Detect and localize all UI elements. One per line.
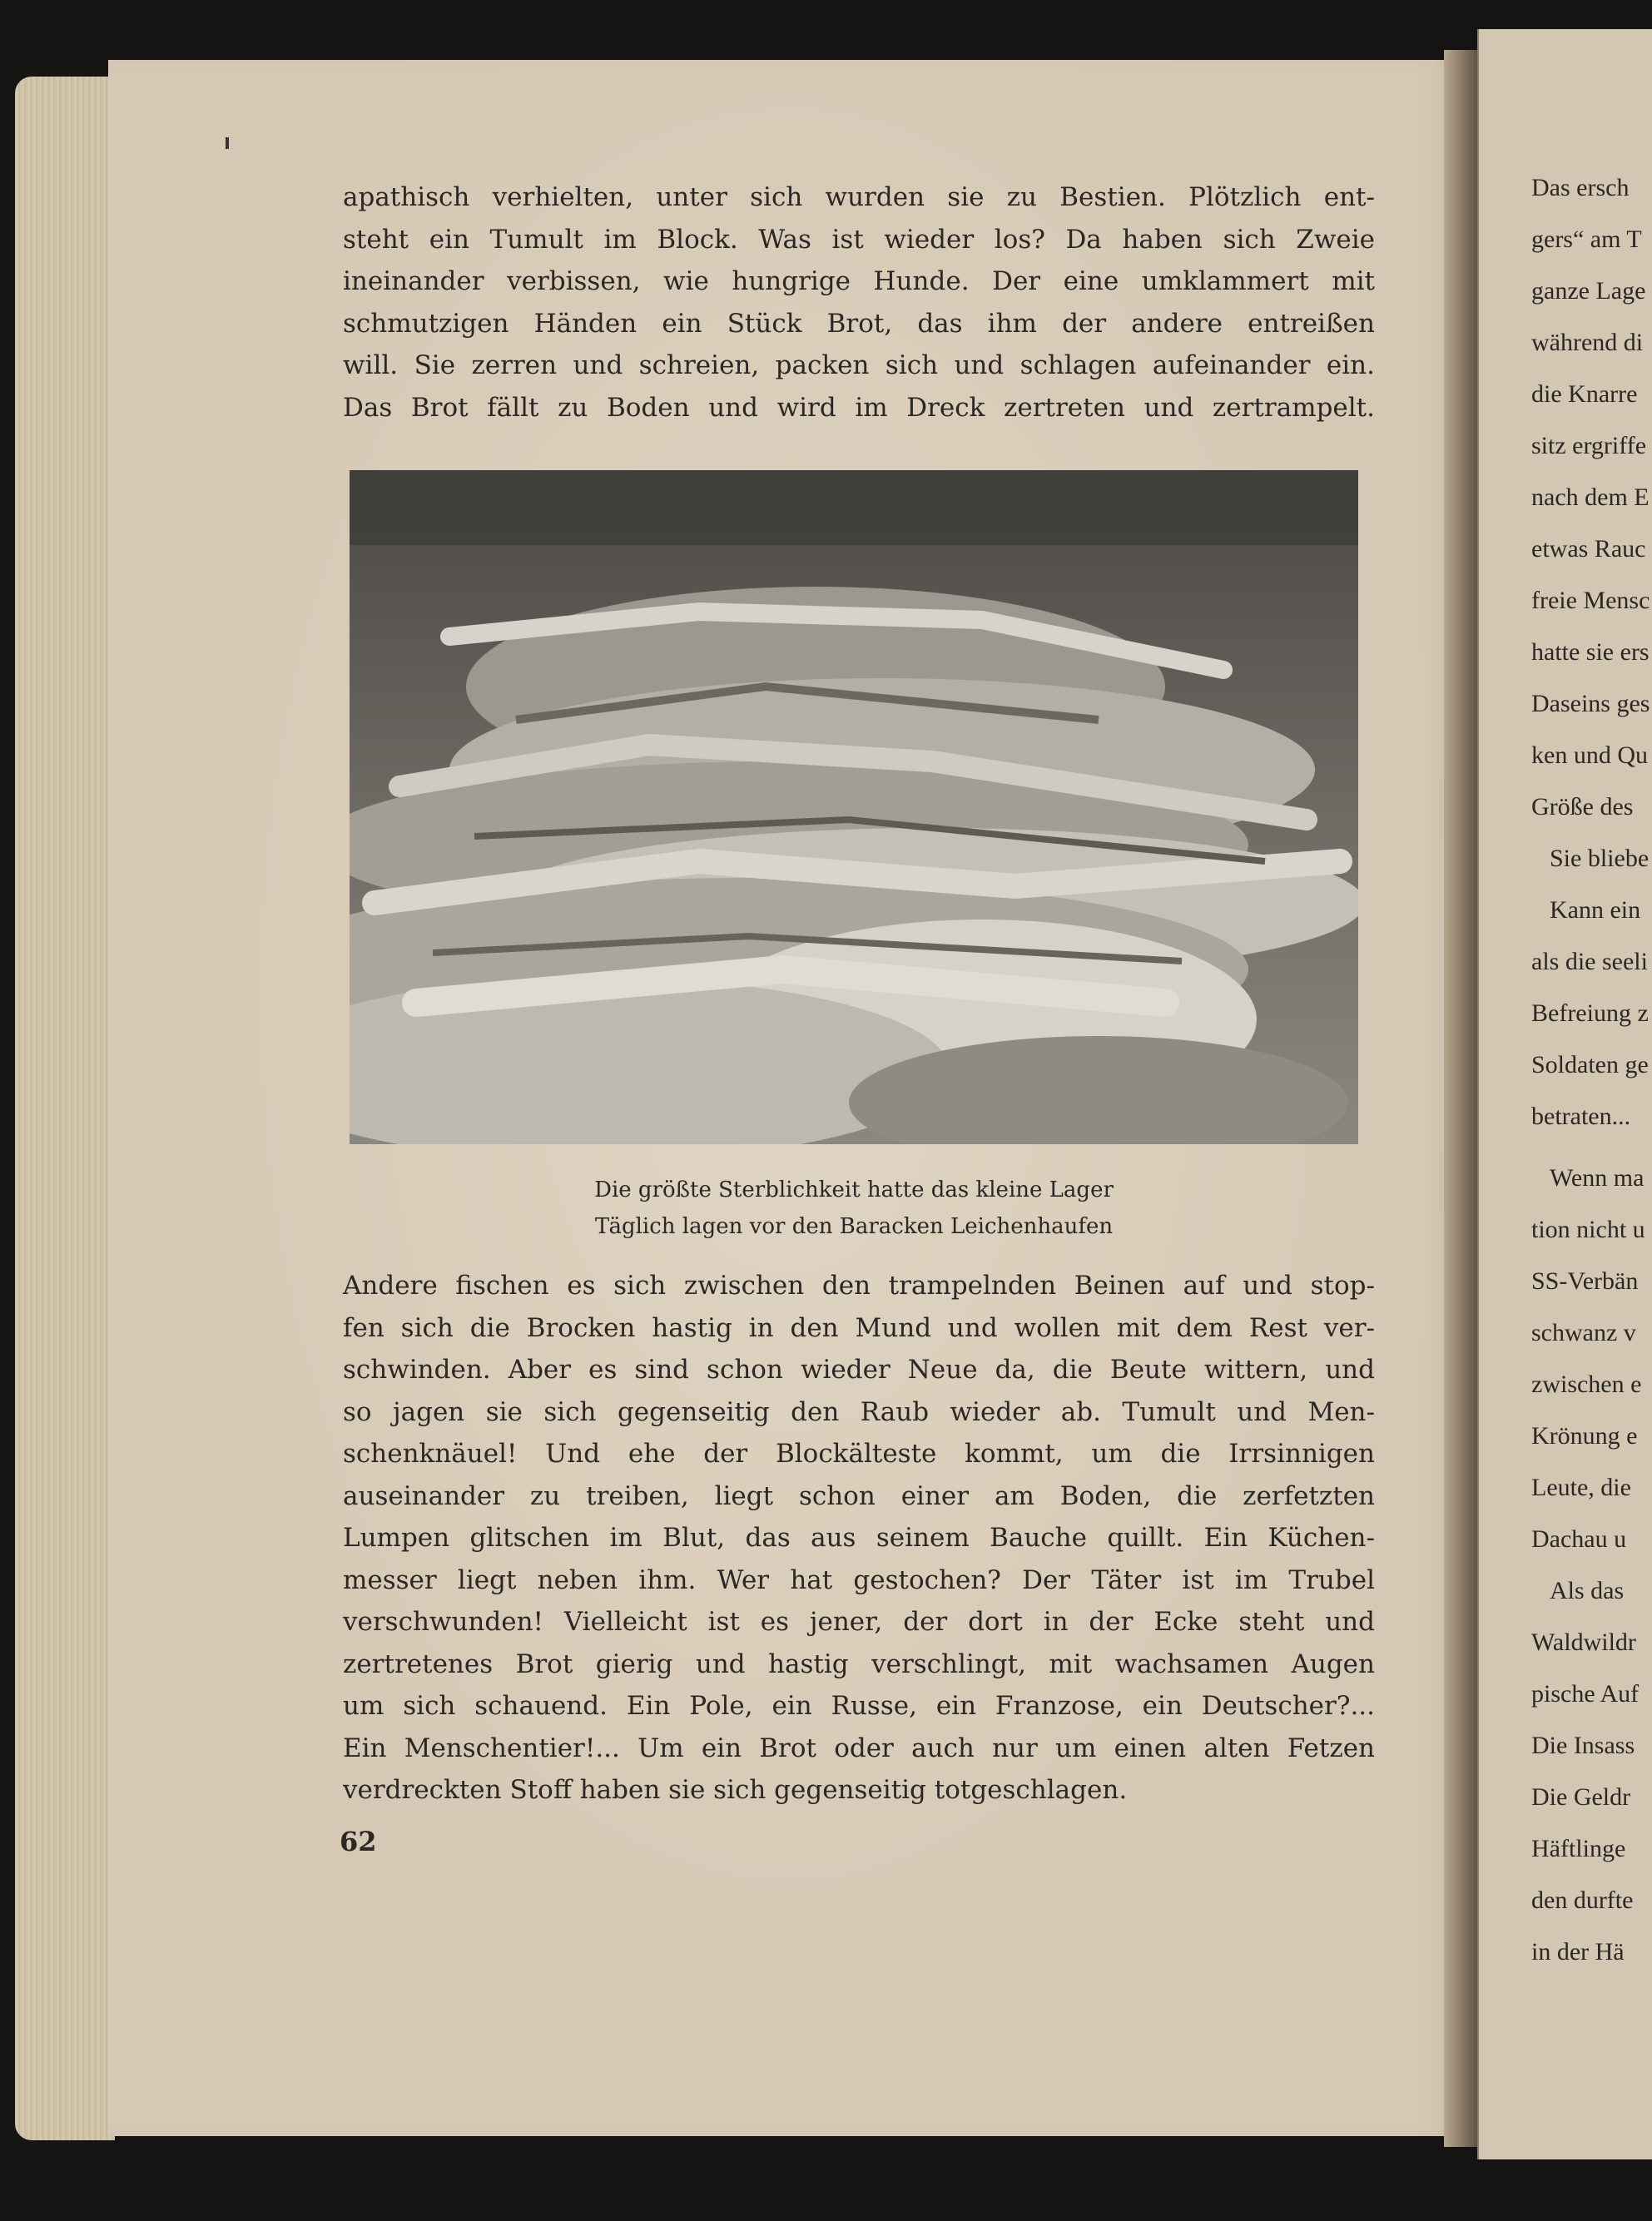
right-line: hatte sie ers [1531, 638, 1650, 666]
right-line: tion nicht u [1531, 1216, 1645, 1243]
photo-caption [350, 1172, 1358, 1245]
right-line: Kann ein [1550, 896, 1641, 924]
paragraph-bottom [343, 1265, 1375, 1812]
text-line: um sich schauend. Ein Pole, ein Russe, ein Franzose, ein Deutscher?... [343, 1691, 1375, 1721]
text-line: fen sich die Brocken hastig in den Mund und wollen mit dem Rest ver- [343, 1312, 1375, 1343]
text-line: verdreckten Stoff haben sie sich gegenseitig totgeschlagen. [343, 1775, 1128, 1805]
right-line: sitz ergriffe [1531, 432, 1647, 459]
right-line: pische Auf [1531, 1680, 1640, 1708]
print-mark [226, 137, 229, 149]
caption-line: Die größte Sterblichkeit hatte das kleine Lager [594, 1177, 1114, 1202]
right-line: gers“ am T [1531, 226, 1642, 253]
text-line: apathisch verhielten, unter sich wurden sie zu Bestien. Plötzlich ent- [343, 182, 1375, 212]
right-line: Waldwildr [1531, 1629, 1636, 1656]
text-line: so jagen sie sich gegenseitig den Raub wieder ab. Tumult und Men- [343, 1396, 1375, 1427]
text-line: ineinander verbissen, wie hungrige Hunde. Der eine umklammert mit [343, 266, 1375, 296]
right-line: die Knarre [1531, 380, 1638, 408]
right-line: Daseins ges [1531, 690, 1650, 717]
text-line: schenknäuel! Und ehe der Blockälteste kommt, um die Irrsinnigen [343, 1439, 1375, 1469]
caption-line: Täglich lagen vor den Baracken Leichenhaufen [594, 1214, 1114, 1239]
text-line: zertretenes Brot gierig und hastig verschlingt, mit wachsamen Augen [343, 1648, 1375, 1679]
right-line: Sie bliebe [1550, 845, 1650, 872]
photograph [350, 470, 1358, 1144]
right-line: Wenn ma [1550, 1164, 1645, 1192]
right-line: Größe des [1531, 793, 1634, 820]
page-edges [15, 77, 115, 2140]
text-line: auseinander zu treiben, liegt schon einer am Boden, die zerfetzten [343, 1480, 1375, 1511]
text-line: verschwunden! Vielleicht ist es jener, der dort in der Ecke steht und [343, 1607, 1375, 1637]
right-line: freie Mensc [1531, 587, 1650, 614]
text-line: steht ein Tumult im Block. Was ist wieder los? Da haben sich Zweie [343, 224, 1375, 255]
right-line: betraten... [1531, 1103, 1631, 1130]
right-line: ganze Lage [1531, 277, 1646, 305]
paragraph-top [343, 176, 1375, 429]
right-line: Soldaten ge [1531, 1051, 1649, 1078]
text-line: will. Sie zerren und schreien, packen sich und schlagen aufeinander ein. [343, 350, 1375, 380]
right-line: Die Insass [1531, 1732, 1635, 1759]
right-line: Die Geldr [1531, 1783, 1631, 1811]
right-line: in der Hä [1531, 1938, 1625, 1966]
page-number: 62 [340, 1826, 377, 1857]
right-line: schwanz v [1531, 1319, 1636, 1346]
right-line: Das ersch [1531, 174, 1630, 201]
text-line: Lumpen glitschen im Blut, das aus seinem Bauche quillt. Ein Küchen- [343, 1523, 1375, 1553]
right-line: zwischen e [1531, 1371, 1642, 1398]
right-line: als die seeli [1531, 948, 1648, 975]
right-line: ken und Qu [1531, 741, 1648, 769]
right-line: während di [1531, 329, 1644, 356]
right-line: den durfte [1531, 1886, 1634, 1914]
right-line: Leute, die [1531, 1474, 1631, 1501]
text-line: Andere fischen es sich zwischen den trampelnden Beinen auf und stop- [343, 1271, 1375, 1301]
right-line: Häftlinge [1531, 1835, 1626, 1862]
text-line: Ein Menschentier!... Um ein Brot oder auch nur um einen alten Fetzen [343, 1733, 1375, 1763]
right-line: Krönung e [1531, 1422, 1638, 1450]
right-page-text-block-2 [1531, 1153, 1645, 1978]
text-line: messer liegt neben ihm. Wer hat gestochen? Der Täter ist im Trubel [343, 1564, 1375, 1595]
right-line: Befreiung z [1531, 999, 1649, 1027]
text-line: schwinden. Aber es sind schon wieder Neue da, die Beute wittern, und [343, 1355, 1375, 1385]
right-line: etwas Rauc [1531, 535, 1646, 563]
photograph-image [350, 470, 1358, 1144]
right-line: Dachau u [1531, 1525, 1627, 1553]
right-line: Als das [1550, 1577, 1625, 1604]
text-line: schmutzigen Händen ein Stück Brot, das ihm der andere entreißen [343, 308, 1375, 339]
right-line: nach dem E [1531, 483, 1650, 511]
right-line: SS-Verbän [1531, 1267, 1639, 1295]
right-page-text-block-1 [1531, 162, 1650, 1143]
text-line: Das Brot fällt zu Boden und wird im Dreck zertreten und zertrampelt. [343, 392, 1375, 423]
